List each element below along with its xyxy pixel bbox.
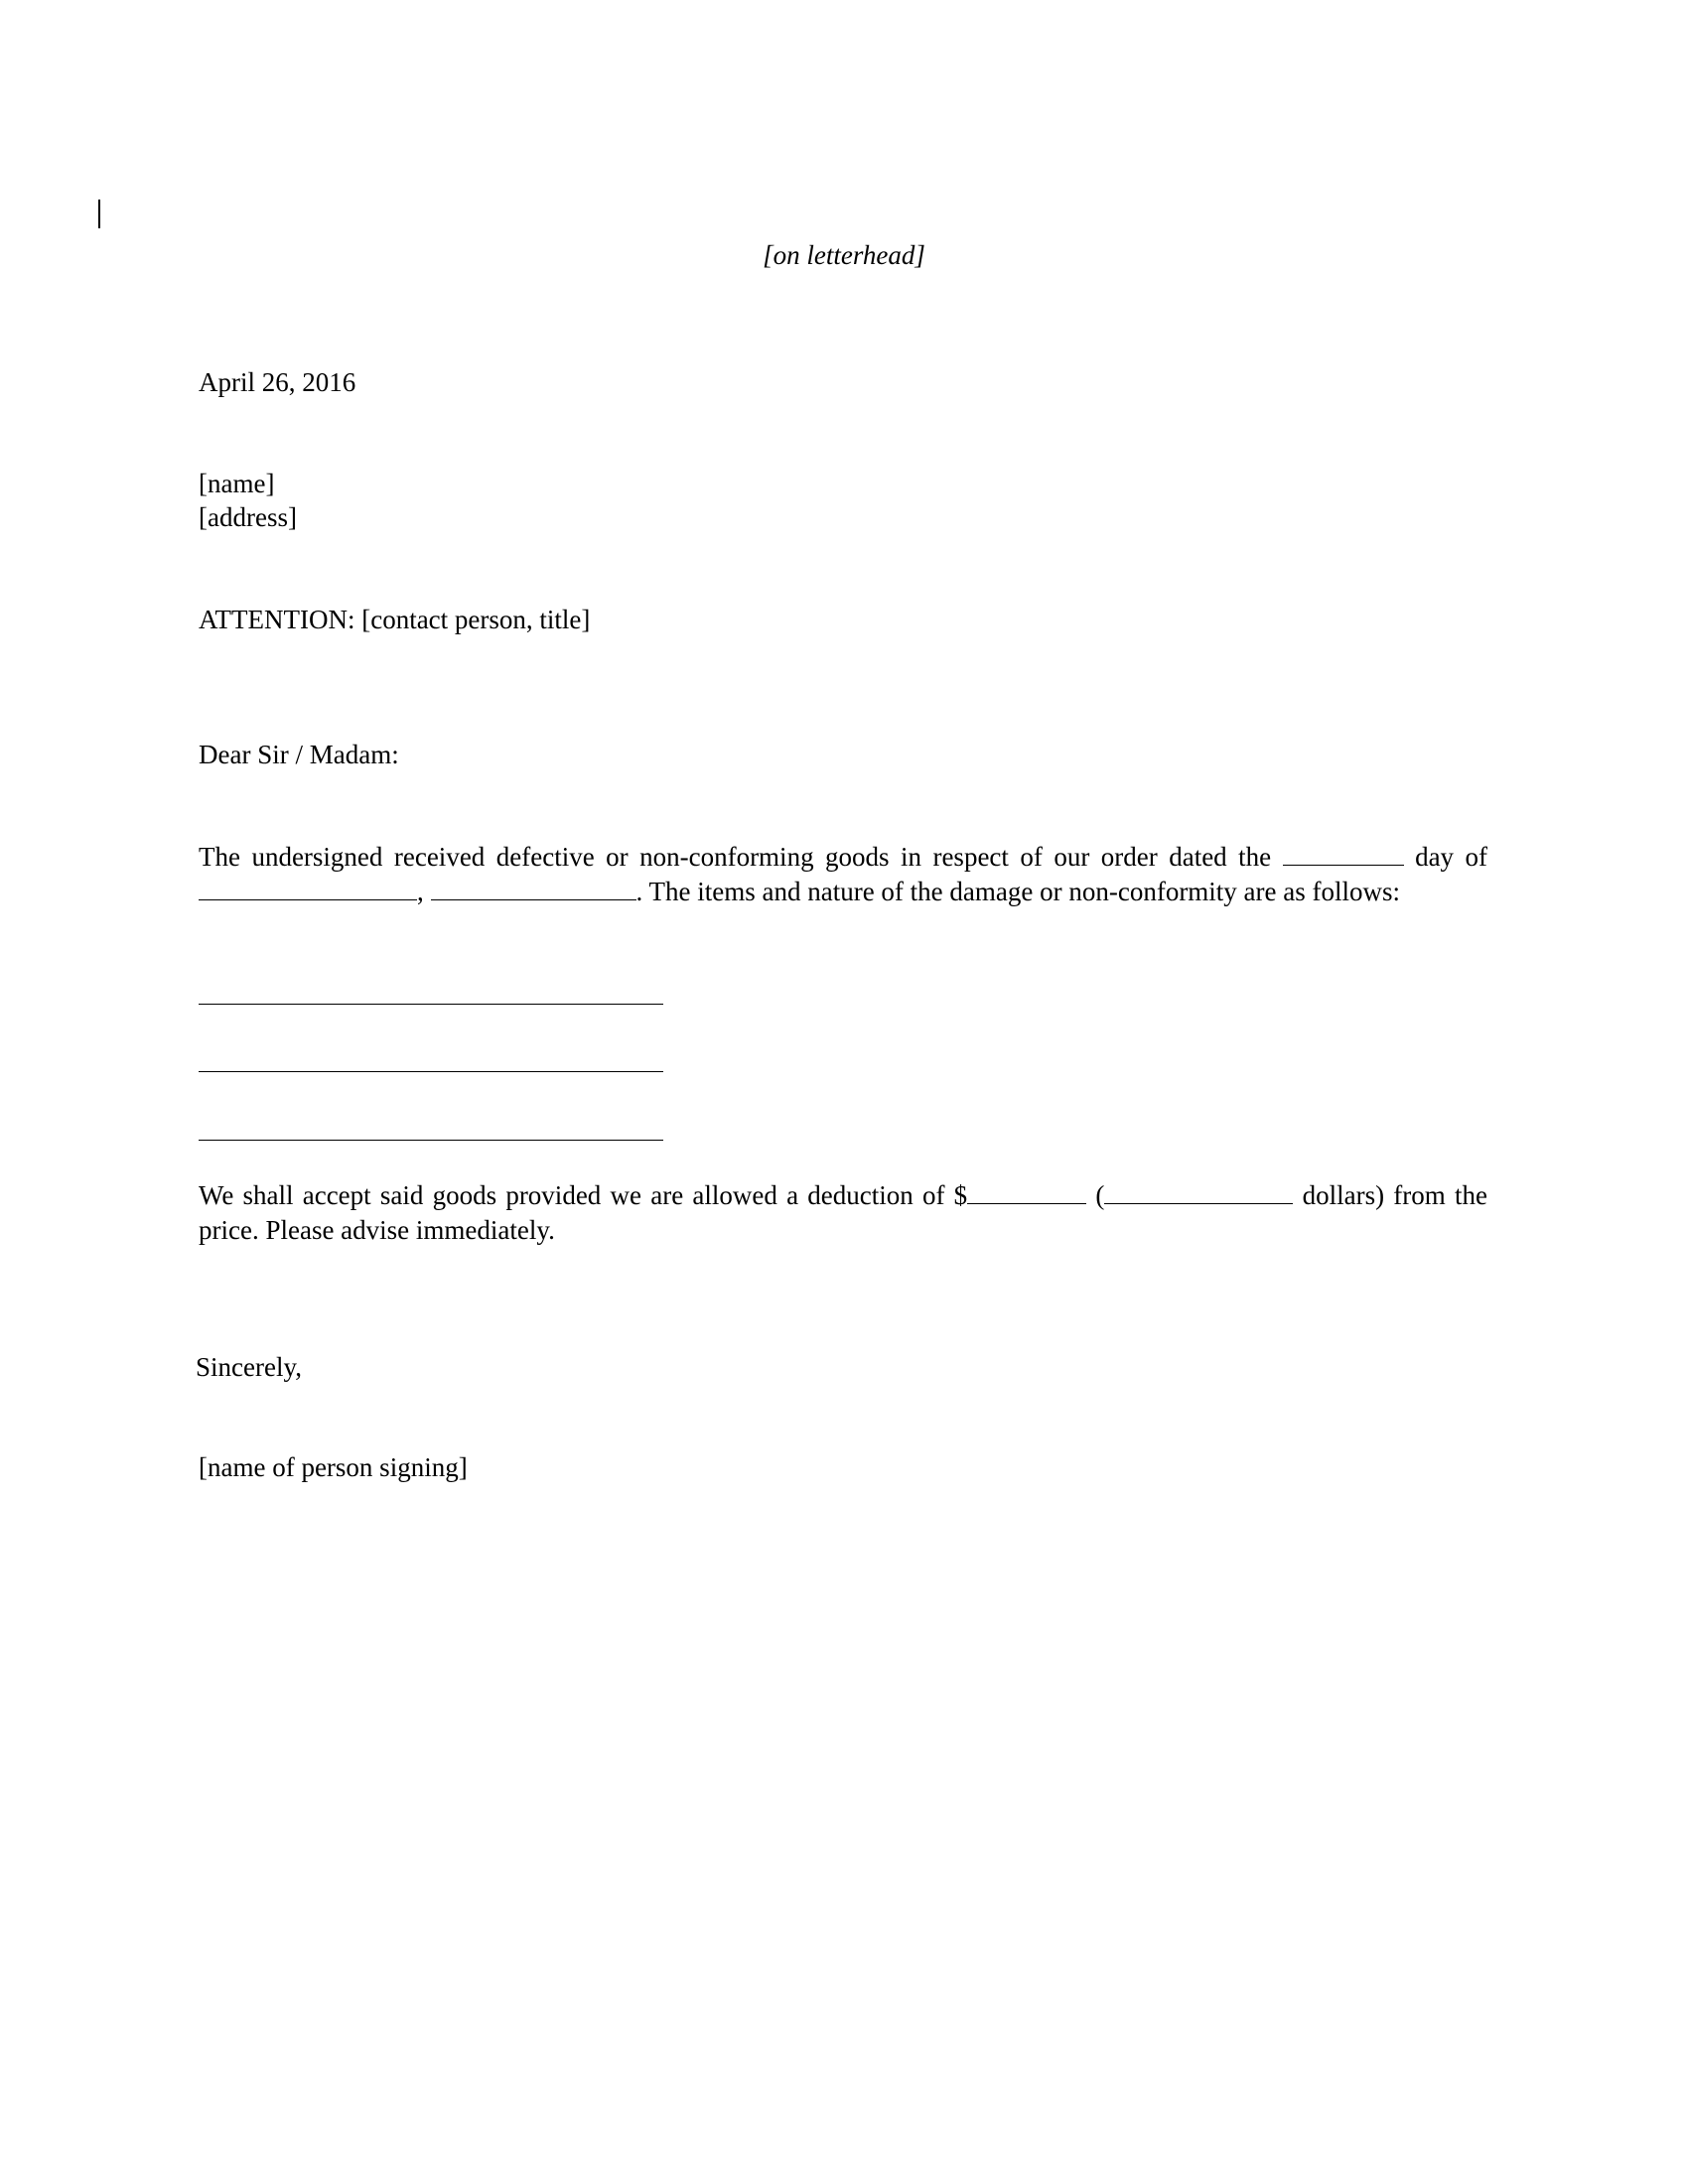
paragraph-defective-goods [199,840,1487,908]
paragraph2-text-end: dollars) from the price. Please advise immediately. [199,1180,1487,1245]
salutation: Dear Sir / Madam: [199,740,399,769]
letterhead-placeholder: [on letterhead] [763,240,925,270]
item-line-1[interactable] [199,1004,663,1005]
letter-date: April 26, 2016 [199,367,356,397]
attention-line: ATTENTION: [contact person, title] [199,605,591,634]
item-line-2[interactable] [199,1071,663,1072]
order-day-blank[interactable] [1283,843,1404,866]
recipient-name: [name] [199,469,275,498]
paragraph2-text: We shall accept said goods provided we are allowed a deduction of $ [199,1180,968,1210]
open-paren: ( [1095,1180,1105,1210]
order-month-blank[interactable] [199,878,417,900]
deduction-amount-blank[interactable] [967,1181,1086,1204]
closing: Sincerely, [196,1352,302,1382]
comma: , [417,876,424,906]
recipient-address: [address] [199,502,297,532]
text-cursor [98,200,100,228]
paragraph1-text: The undersigned received defective or non-conforming goods in respect of our order dated the [199,842,1272,872]
paragraph-deduction [199,1178,1487,1247]
deduction-words-blank[interactable] [1104,1181,1293,1204]
order-year-blank[interactable] [431,878,636,900]
item-line-3[interactable] [199,1140,663,1141]
paragraph1-text-end: . The items and nature of the damage or non-conformity are as follows: [635,876,1401,906]
paragraph1-text-day-of: day of [1415,842,1487,872]
signer-name: [name of person signing] [199,1452,468,1482]
